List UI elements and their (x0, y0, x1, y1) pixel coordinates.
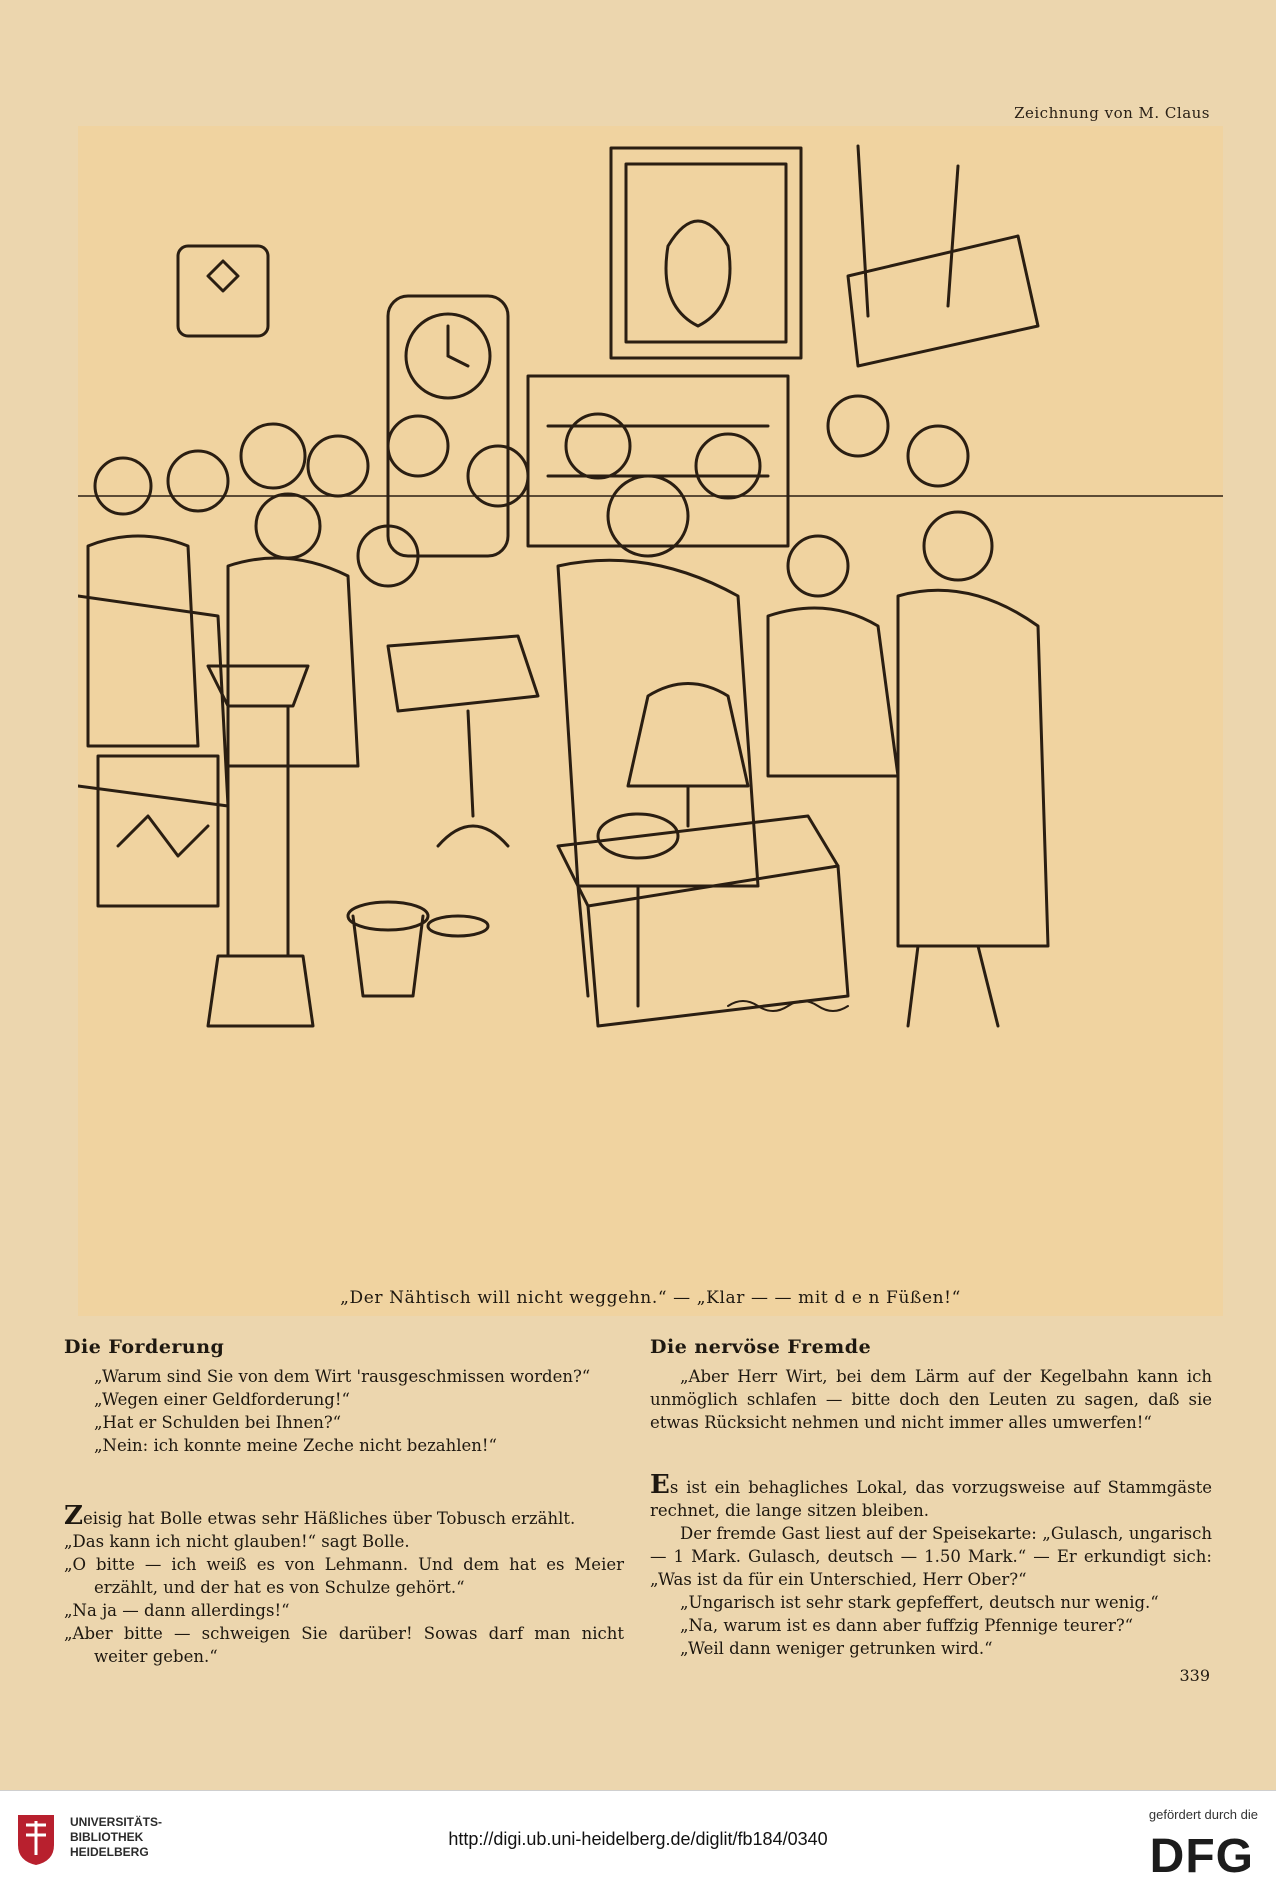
drop-cap: Z (64, 1501, 83, 1531)
story-paragraph: Der fremde Gast liest auf der Speisekarte: „Gulasch, ungarisch — 1 Mark. Gulasch, deutsch — 1.50 Mark.“ — Er erkundigt sich: „Was ist da für ein Unterschied, Herr Ober?“ (650, 1524, 1212, 1589)
article-title-forderung: Die Forderung (64, 1336, 225, 1358)
illustration-credit: Zeichnung von M. Claus (1014, 104, 1210, 122)
library-name-line: BIBLIOTHEK (70, 1830, 144, 1844)
dialogue-line: „O bitte — ich weiß es von Lehmann. Und dem hat es Meier erzählt, und der hat es von Schulze gehört.“ (64, 1555, 624, 1597)
dialogue-line: „Na, warum ist es dann aber fuffzig Pfennige teurer?“ (680, 1616, 1134, 1635)
library-name-line: HEIDELBERG (70, 1845, 149, 1859)
cartoon-drawing (78, 126, 1223, 1316)
dialogue-line: „Warum sind Sie von dem Wirt 'rausgeschmissen worden?“ (94, 1367, 591, 1386)
left-column (64, 1336, 624, 1668)
dialogue-line: „Aber bitte — schweigen Sie darüber! Sowas darf man nicht weiter geben.“ (64, 1624, 624, 1666)
dialogue-line: „Wegen einer Geldforderung!“ (94, 1390, 350, 1409)
permalink-url[interactable]: http://digi.ub.uni-heidelberg.de/diglit/fb184/0340 (448, 1829, 828, 1849)
funding-note: gefördert durch die (1148, 1807, 1258, 1822)
drop-cap: E (650, 1470, 670, 1500)
story-opening-text: eisig hat Bolle etwas sehr Häßliches über Tobusch erzählt. (82, 1509, 576, 1528)
page-number: 339 (1179, 1666, 1210, 1685)
article-title-nervoese-fremde: Die nervöse Fremde (650, 1336, 872, 1358)
digitization-footer (0, 1790, 1276, 1889)
dialogue-line: „Hat er Schulden bei Ihnen?“ (94, 1413, 342, 1432)
library-name-line: UNIVERSITÄTS- (70, 1815, 163, 1829)
story-opening (64, 1501, 624, 1531)
dialogue-line: „Nein: ich konnte meine Zeche nicht bezahlen!“ (94, 1436, 497, 1455)
illustration-caption: „Der Nähtisch will nicht weggehn.“ — „Klar — — mit d e n Füßen!“ (340, 1288, 961, 1308)
dialogue-line: „Das kann ich nicht glauben!“ sagt Bolle. (64, 1532, 410, 1551)
dialogue-line: „Weil dann weniger getrunken wird.“ (680, 1639, 993, 1658)
story-paragraph: „Aber Herr Wirt, bei dem Lärm auf der Kegelbahn kann ich unmöglich schlafen — bitte doch den Leuten zu sagen, daß sie etwas Rücksicht nehmen und nicht immer alles umwerfen!“ (650, 1367, 1212, 1432)
dfg-logo: DFG (1149, 1830, 1254, 1883)
right-column (650, 1336, 1212, 1660)
story-opening-text: s ist ein behagliches Lokal, das vorzugsweise auf Stammgäste rechnet, die lange sitzen bleiben. (650, 1478, 1212, 1520)
dialogue-line: „Ungarisch ist sehr stark gepfeffert, deutsch nur wenig.“ (680, 1593, 1159, 1612)
cartoon-illustration (78, 126, 1223, 1316)
story-opening (650, 1470, 1212, 1522)
dialogue-line: „Na ja — dann allerdings!“ (64, 1601, 290, 1620)
